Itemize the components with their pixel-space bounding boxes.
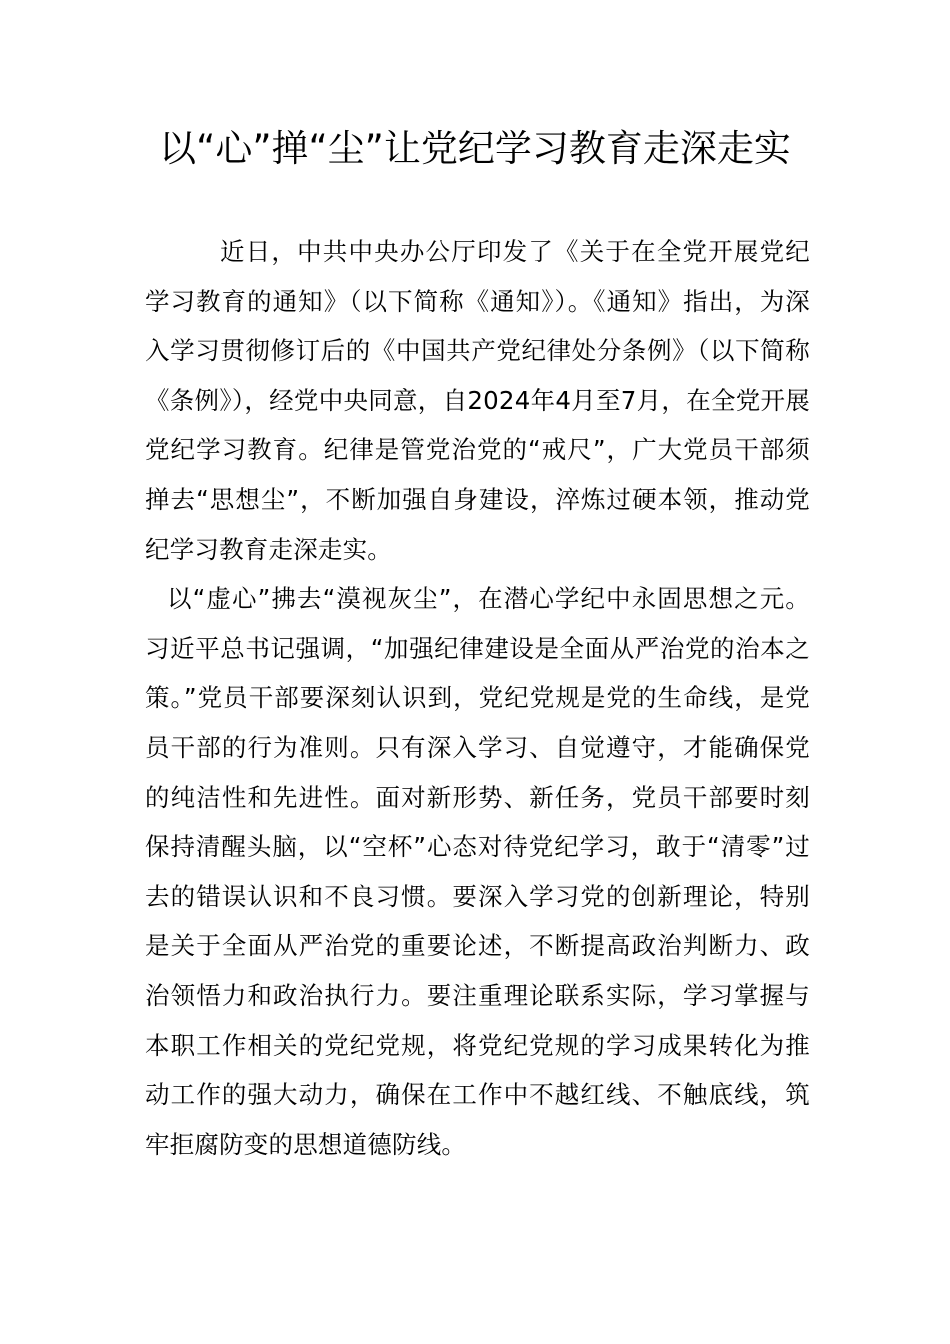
paragraph-section-1: 以“虚心”拂去“漠视灰尘”，在潜心学纪中永固思想之元。习近平总书记强调，“加强纪律建设是全面从严治党的治本之策。”党员干部要深刻认识到，党纪党规是党的生命线，是党员干部的行为准则。只有深入学习、自觉遵守，才能确保党的纯洁性和先进性。面对新形势、新任务，党员干部要时刻保持清醒头脑，以“空杯”心态对待党纪学习，敢于“清零”过去的错误认识和不良习惯。要深入学习党的创新理论，特别是关于全面从严治党的重要论述，不断提高政治判断力、政治领悟力和政治执行力。要注重理论联系实际，学习掌握与本职工作相关的党纪党规，将党纪党规的学习成果转化为推动工作的强大动力，确保在工作中不越红线、不触底线，筑牢拒腐防变的思想道德防线。 — [145, 584, 810, 1159]
paragraph-intro: 近日，中共中央办公厅印发了《关于在全党开展党纪学习教育的通知》（以下简称《通知》）。《通知》指出，为深入学习贯彻修订后的《中国共产党纪律处分条例》（以下简称《条例》），经党中央同意，自2024年4月至7月，在全党开展党纪学习教育。纪律是管党治党的“戒尺”，广大党员干部须掸去“思想尘”，不断加强自身建设，淬炼过硬本领，推动党纪学习教育走深走实。 — [145, 237, 810, 564]
document-body — [145, 227, 810, 1169]
document-title: 以“心”掸“尘”让党纪学习教育走深走实 — [159, 127, 791, 170]
